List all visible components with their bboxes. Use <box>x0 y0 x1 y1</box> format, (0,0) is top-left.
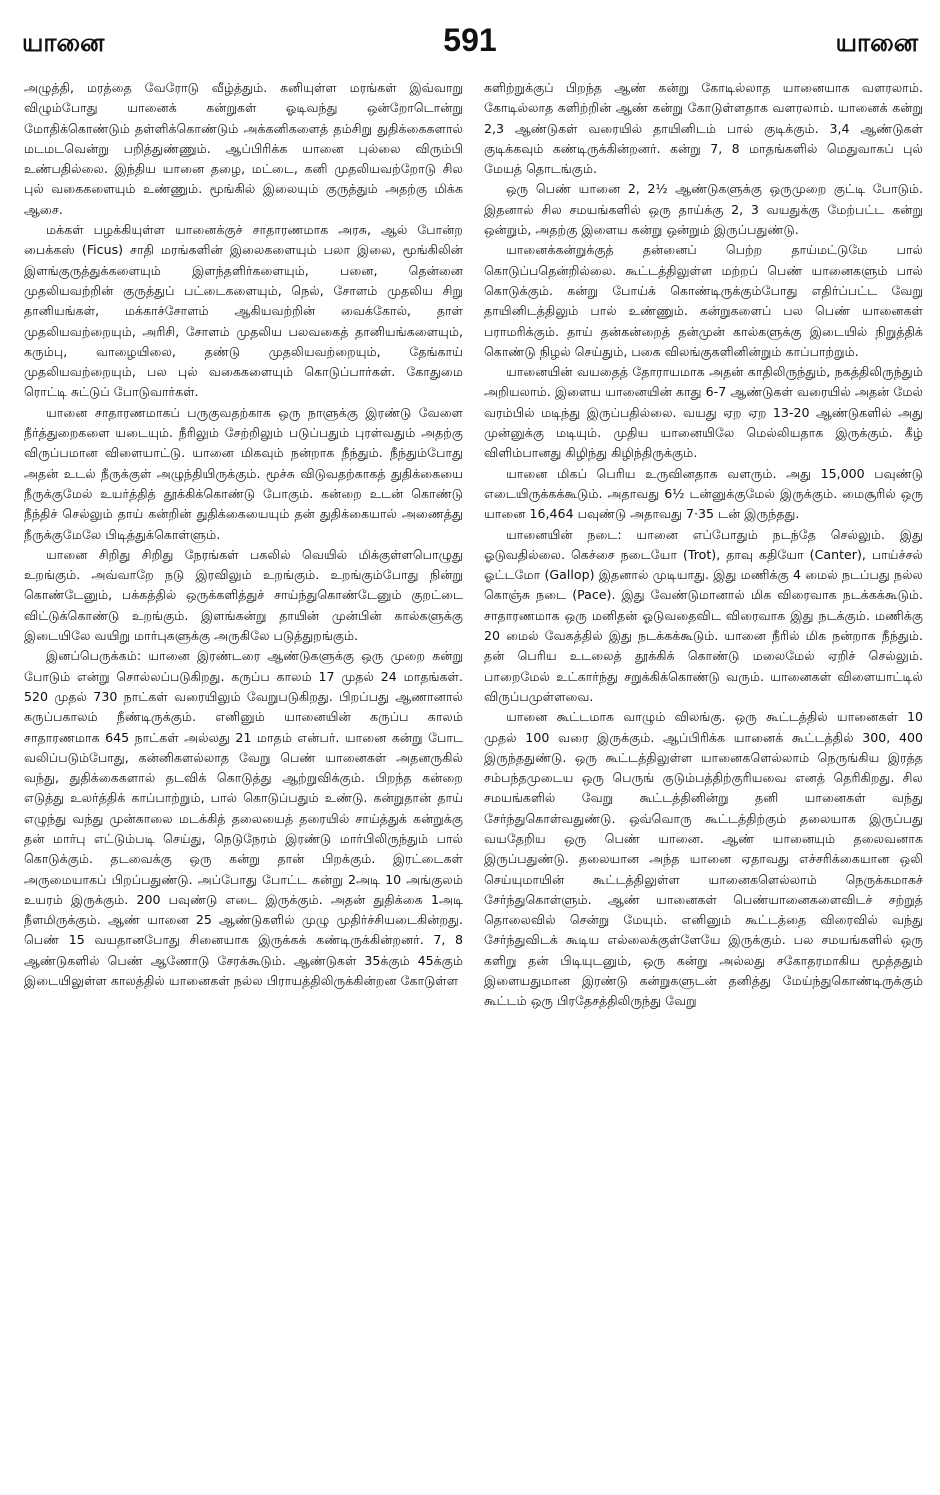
left-paragraph-4: யானை சிறிது சிறிது நேரங்கள் பகலில் வெயில் மிக்குள்ளபொழுது உறங்கும். அவ்வாறே நடு இரவிலும் உறங்கும். உறங்கும்போது நின்று கொண்டேனும், பக்கத்தில் ஒருக்களித்துச் சாய்ந்துகொண்டேனும் குறட்டை விட்டுக்கொண்டு உறங்கும். இளங்கன்று தாயின் முன்பின் கால்களுக்கு இடையிலே வயிறு மார்புகளுக்கு அருகிலே படுத்துறங்கும். <box>24 546 463 644</box>
left-paragraph-1: அழுத்தி, மரத்தை வேரோடு வீழ்த்தும். கனியுள்ள மரங்கள் இவ்வாறு விழும்போது யானைக் கன்றுகள் ஓடிவந்து ஒன்றோடொன்று மோதிக்கொண்டும் தள்ளிக்கொண்டும் அக்கனிகளைத் தம்சிறு துதிக்கைகளால் மடமடவென்று பறித்துண்ணும். ஆப்பிரிக்க யானை புல்லை விரும்பி உண்பதில்லை. இந்திய யானை தழை, மட்டை, கனி முதலியவற்றோடு சில புல் வகைகளையும் உண்ணும். மூங்கில் இலையும் குருத்தும் அதற்கு மிக்க ஆசை. <box>24 80 463 217</box>
right-paragraph-7: யானை கூட்டமாக வாழும் விலங்கு. ஒரு கூட்டத்தில் யானைகள் 10 முதல் 100 வரை இருக்கும். ஆப்பிரிக்க யானைக் கூட்டத்தில் 300, 400 இருந்ததுண்டு. ஒரு கூட்டத்திலுள்ள யானைகளெல்லாம் நெருங்கிய இரத்த சம்பந்தமுடைய ஒரு பெருங் குடும்பத்திற்குரியவை எனத் தெரிகிறது. சில சமயங்களில் வேறு கூட்டத்தினின்று தனி யானைகள் வந்து சேர்ந்துகொள்வதுண்டு. ஒவ்வொரு கூட்டத்திற்கும் தலையாக இருப்பது வயதேறிய ஒரு பெண் யானை. ஆண் யானையும் தலைவனாக இருப்பதுண்டு. தலையான அந்த யானை ஏதாவது எச்சரிக்கையான ஒலி செய்யுமாயின் கூட்டத்திலுள்ள யானைகளெல்லாம் நெருக்கமாகச் சேர்ந்துகொள்ளும். ஆண் யானைகள் பெண்யானைகளைவிடச் சற்றுத் தொலைவில் சென்று மேயும். எனினும் கூட்டத்தை விரைவில் வந்து சேர்ந்துவிடக் கூடிய எல்லைக்குள்ளேயே இருக்கும். பல சமயங்களில் ஒரு களிறு தன் பிடியுடனும், ஒரு கன்று அல்லது சகோதரமாகிய மூத்ததும் இளையதுமான இரண்டு கன்றுகளுடன் தனித்து மேய்ந்துகொண்டிருக்கும் கூட்டம் ஒரு பிரதேசத்திலிருந்து வேறு <box>484 709 923 1009</box>
right-paragraph-5: யானை மிகப் பெரிய உருவினதாக வளரும். அது 15,000 பவுண்டு எடையிருக்கக்கூடும். அதாவது 6½ டன்னுக்குமேல் இருக்கும். மைசூரில் ஒரு யானை 16,464 பவுண்டு அதாவது 7·35 டன் இருந்தது. <box>484 465 923 522</box>
page-number: 591 <box>443 22 497 58</box>
right-paragraph-2: ஒரு பெண் யானை 2, 2½ ஆண்டுகளுக்கு ஒருமுறை குட்டி போடும். இதனால் சில சமயங்களில் ஒரு தாய்க்கு 2, 3 வயதுக்கு மேற்பட்ட கன்று ஒன்றும், அதற்கு இளைய கன்று ஒன்றும் இருப்பதுண்டு. <box>484 181 923 238</box>
header-left-word: யானை <box>22 28 105 57</box>
right-paragraph-4: யானையின் வயதைத் தோராயமாக அதன் காதிலிருந்தும், நகத்திலிருந்தும் அறியலாம். இளைய யானையின் காது 6-7 ஆண்டுகள் வரையில் அதன் மேல் வரம்பில் மடிந்து இருப்பதில்லை. வயது ஏற ஏற 13-20 ஆண்டுகளில் அது முன்னுக்கு மடியும். முதிய யானையிலே மெல்லியதாக இருக்கும். கீழ் விளிம்பானது கிழிந்து கிழிந்திருக்கும். <box>484 364 923 461</box>
left-paragraph-5: இனப்பெருக்கம்: யானை இரண்டரை ஆண்டுகளுக்கு ஒரு முறை கன்று போடும் என்று சொல்லப்படுகிறது. கருப்ப காலம் 17 முதல் 24 மாதங்கள். 520 முதல் 730 நாட்கள் வரையிலும் வேறுபடுகிறது. பிறப்பது ஆணானால் கருப்பகாலம் நீண்டிருக்கும். எனினும் யானையின் கருப்ப காலம் சாதாரணமாக 645 நாட்கள் அல்லது 21 மாதம் என்பர். யானை கன்று போட வலிப்படும்போது, கன்னிகளல்லாத வேறு பெண் யானைகள் அதனருகில் வந்து, துதிக்கைகளால் தடவிக் கொடுத்து ஆற்றுவிக்கும். பிறந்த கன்றை எடுத்து உலர்த்திக் காப்பாற்றும், பால் கொடுப்பதும் உண்டு. கன்றுதான் தாய் எழுந்து வந்து முன்காலை மடக்கித் தலையைத் தரையில் சாய்த்துக் கன்றுக்கு தன் மார்பு எட்டும்படி செய்து, நெடுநேரம் இரண்டு மார்பிலிருந்தும் பால் கொடுக்கும். தடவைக்கு ஒரு கன்று தான் பிறக்கும். இரட்டைகள் அருமையாகப் பிறப்பதுண்டு. அப்போது போட்ட கன்று 2அடி 10 அங்குலம் உயரம் இருக்கும். 200 பவுண்டு எடை இருக்கும். அதன் துதிக்கை 1அடி நீளமிருக்கும். ஆண் யானை 25 ஆண்டுகளில் முழு முதிர்ச்சியடைகின்றது. பெண் 15 வயதானபோது சினையாக இருக்கக் கண்டிருக்கின்றனர். 7, 8 ஆண்டுகளில் பெண் ஆணோடு சேரக்கூடும். ஆண்டுகள் 35க்கும் 45க்கும் இடையிலுள்ள காலத்தில் யானைகள் நல்ல பிராயத்திலிருக்கின்றன கோடுள்ள <box>24 648 463 989</box>
right-paragraph-6: யானையின் நடை: யானை எப்போதும் நடந்தே செல்லும். இது ஓடுவதில்லை. கெச்சை நடையோ (Trot), தாவு கதியோ (Canter), பாய்ச்சல் ஓட்டமோ (Gallop) இதனால் முடியாது. இது மணிக்கு 4 மைல் நடப்பது நல்ல கொஞ்சு நடை (Pace). இது வேண்டுமானால் மிக விரைவாக நடக்கக்கூடும். சாதாரணமாக ஒரு மனிதன் ஓடுவதைவிட விரைவாக இது நடக்கும். மணிக்கு 20 மைல் வேகத்தில் இது நடக்கக்கூடும். யானை நீரில் மிக நன்றாக நீந்தும். தன் பெரிய உடலைத் தூக்கிக் கொண்டு மலைமேல் ஏறிச் செல்லும். பாறைமேல் உட்கார்ந்து சறுக்கிக்கொண்டு வரும். யானைகள் விளையாட்டில் விருப்பமுள்ளவை. <box>484 526 923 704</box>
right-column <box>484 78 923 1012</box>
right-paragraph-1: களிற்றுக்குப் பிறந்த ஆண் கன்று கோடில்லாத யானையாக வளரலாம். கோடில்லாத களிற்றின் ஆண் கன்று கோடுள்ளதாக வளரலாம். யானைக் கன்று 2,3 ஆண்டுகள் வரையில் தாயினிடம் பால் குடிக்கும். 3,4 ஆண்டுகள் குடிக்கவும் கண்டிருக்கின்றனர். கன்று 7, 8 மாதங்களில் மெதுவாகப் புல் மேயத் தொடங்கும். <box>484 80 923 177</box>
left-paragraph-3: யானை சாதாரணமாகப் பருகுவதற்காக ஒரு நாளுக்கு இரண்டு வேளை நீர்த்துறைகளை யடையும். நீரிலும் சேற்றிலும் படுப்பதும் புரள்வதும் அதற்கு விருப்பமான விளையாட்டு. யானை மிகவும் நன்றாக நீந்தும். நீந்தும்போது அதன் உடல் நீருக்குள் அழுந்தியிருக்கும். மூச்சு விடுவதற்காகத் துதிக்கையை நீருக்குமேல் உயர்த்தித் தூக்கிக்கொண்டு போகும். கன்றை உடன் கொண்டு நீந்திச் செல்லும் தாய் கன்றின் துதிக்கையையும் தன் துதிக்கையால் அணைத்து நீருக்குமேலே பிடித்துக்கொள்ளும். <box>24 404 463 542</box>
right-paragraph-3: யானைக்கன்றுக்குத் தன்னைப் பெற்ற தாய்மட்டுமே பால் கொடுப்பதென்றில்லை. கூட்டத்திலுள்ள மற்றப் பெண் யானைகளும் பால் கொடுக்கும். கன்று போய்க் கொண்டிருக்கும்போது எதிர்ப்பட்ட வேறு தாயினிடத்திலும் பால் உண்ணும். கன்றுகளைப் பல பெண் யானைகள் பராமரிக்கும். தாய் தன்கன்றைத் தன்முன் கால்களுக்கு இடையில் நிறுத்திக் கொண்டு நிழல் செய்தும், பகை விலங்குகளினின்றும் காப்பாற்றும். <box>484 242 923 359</box>
header-right-word: யானை <box>835 28 918 57</box>
left-paragraph-2: மக்கள் பழக்கியுள்ள யானைக்குச் சாதாரணமாக அரசு, ஆல் போன்ற பைக்கஸ் (Ficus) சாதி மரங்களின் இலைகளையும் பலா இலை, மூங்கிலின் இளங்குருத்துக்களையும் இளந்தளிர்களையும், பனை, தென்னை முதலியவற்றின் குருத்துப் பட்டைகளையும், நெல், சோளம் முதலிய சிறு தானியங்கள், மக்காச்சோளம் ஆகியவற்றின் வைக்கோல், தாள் முதலியவற்றையும், அரிசி, சோளம் முதலிய பலவகைத் தானியங்களையும், கரும்பு, வாழையிலை, தண்டு முதலியவற்றையும், தேங்காய் முதலியவற்றையும், பல புல் வகைகளையும் கொடுப்பார்கள். கோதுமை ரொட்டி சுட்டுப் போடுவார்கள். <box>24 222 463 400</box>
left-column <box>24 78 463 991</box>
